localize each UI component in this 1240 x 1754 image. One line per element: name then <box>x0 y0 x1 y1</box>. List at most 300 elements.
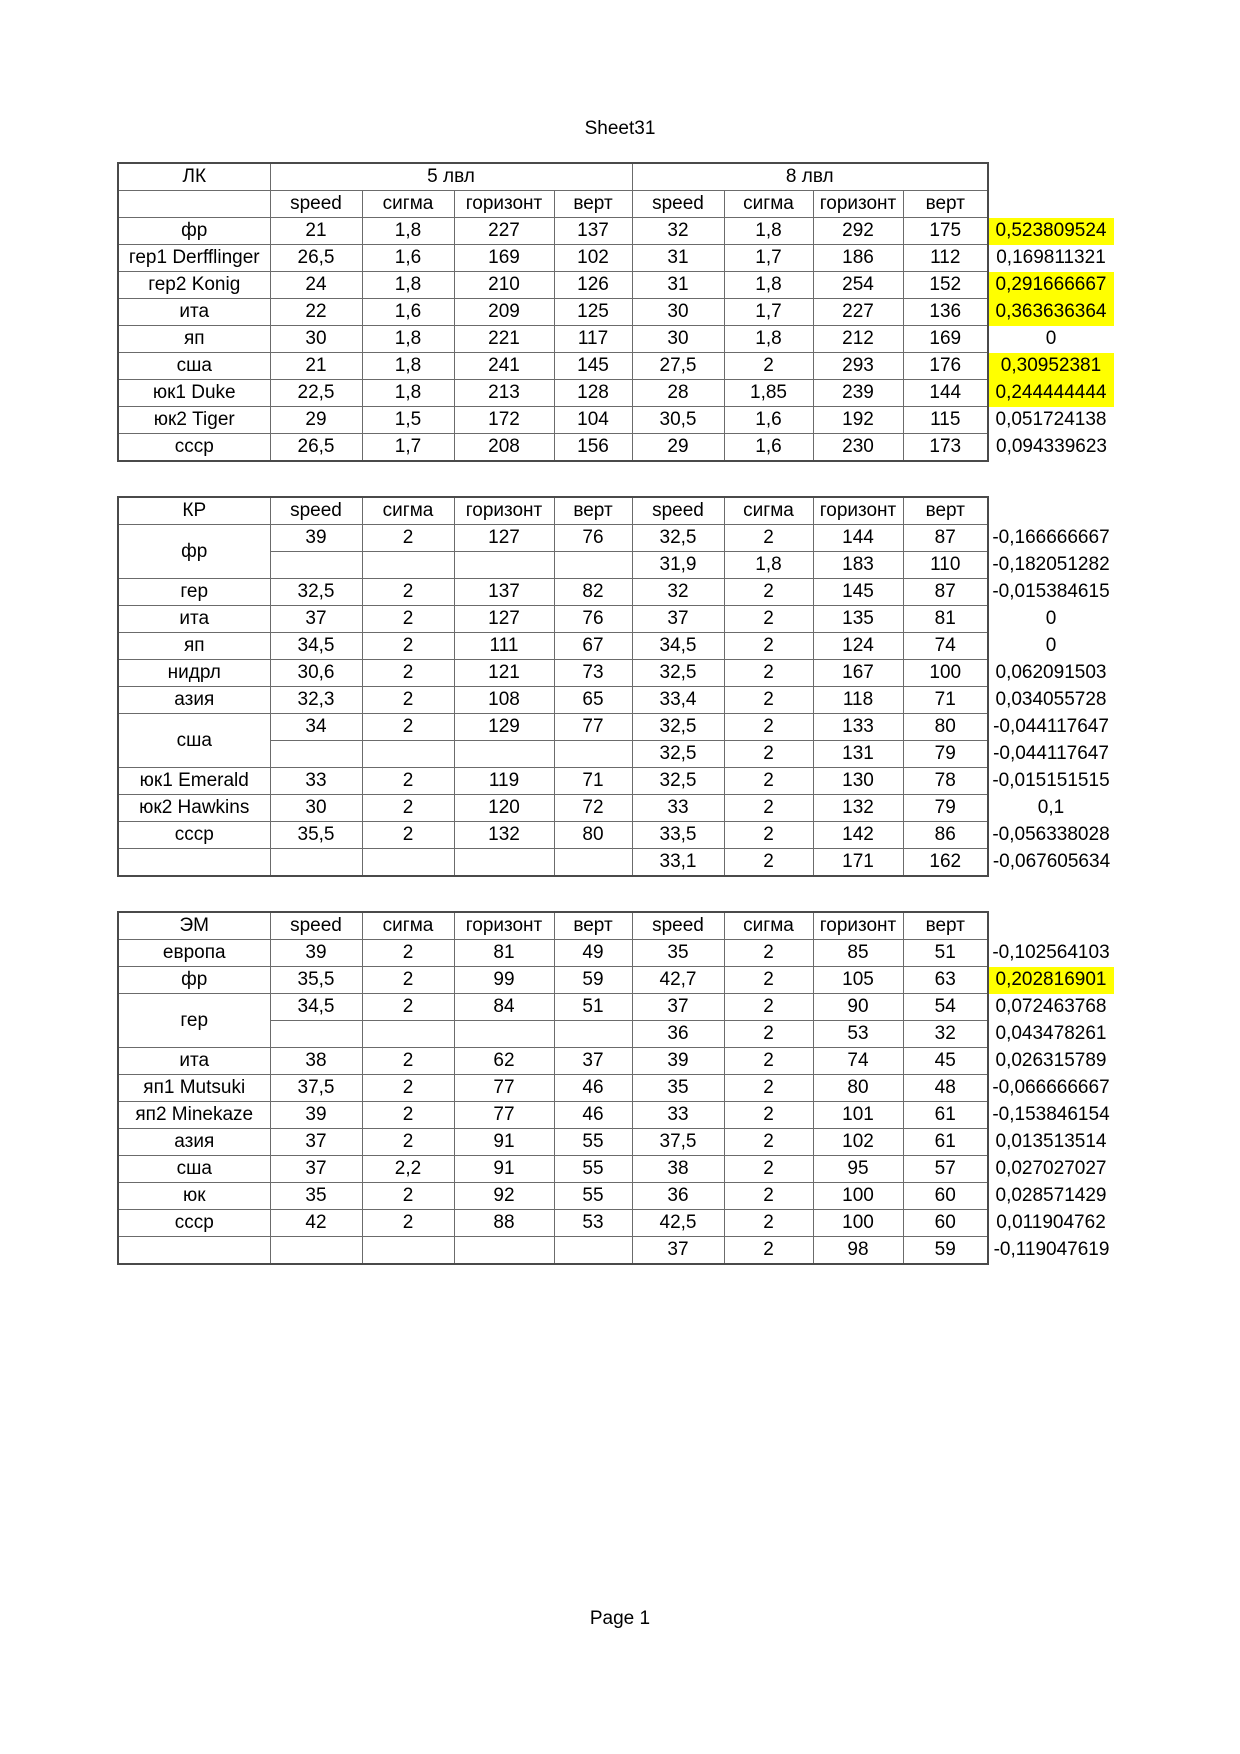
data-cell: 81 <box>903 606 988 633</box>
data-cell: 79 <box>903 795 988 822</box>
row-label: ссср <box>118 1210 270 1237</box>
data-cell: 2 <box>362 994 454 1021</box>
data-cell: 37 <box>554 1048 632 1075</box>
data-cell: 2 <box>724 633 813 660</box>
data-cell: 2 <box>724 606 813 633</box>
ratio-cell: 0,051724138 <box>995 409 1107 430</box>
row-label: азия <box>118 687 270 714</box>
col-header: сигма <box>724 912 813 940</box>
sheet-title: Sheet31 <box>584 118 656 139</box>
ratio-cell: 0,027027027 <box>995 1158 1107 1179</box>
table-em <box>117 911 1115 1265</box>
data-cell <box>362 552 454 579</box>
data-cell: 2 <box>724 660 813 687</box>
data-cell: 2 <box>362 660 454 687</box>
data-cell: 77 <box>454 1102 554 1129</box>
data-cell: 80 <box>813 1075 903 1102</box>
data-cell: 100 <box>903 660 988 687</box>
data-cell: 33,4 <box>632 687 724 714</box>
data-cell: 2 <box>724 768 813 795</box>
data-cell: 71 <box>554 768 632 795</box>
ratio-cell: 0,094339623 <box>996 436 1107 458</box>
data-cell: 125 <box>554 299 632 326</box>
data-cell: 30,6 <box>270 660 362 687</box>
data-cell: 2 <box>362 1048 454 1075</box>
col-header: speed <box>270 191 362 218</box>
data-cell: 32,5 <box>270 579 362 606</box>
col-header: сигма <box>362 497 454 525</box>
col-header: горизонт <box>454 912 554 940</box>
data-cell: 42,5 <box>632 1210 724 1237</box>
data-cell: 115 <box>903 407 988 434</box>
data-cell: 33 <box>270 768 362 795</box>
data-cell: 28 <box>632 380 724 407</box>
data-cell: 292 <box>813 218 903 245</box>
data-cell <box>270 1021 362 1048</box>
data-cell <box>454 849 554 877</box>
data-cell: 2 <box>724 525 813 552</box>
data-cell <box>554 552 632 579</box>
data-cell: 37 <box>632 994 724 1021</box>
data-cell: 99 <box>454 967 554 994</box>
data-cell: 1,8 <box>724 272 813 299</box>
ratio-cell: 0,026315789 <box>995 1050 1107 1071</box>
row-label: фр <box>118 525 270 579</box>
data-cell: 2,2 <box>362 1156 454 1183</box>
data-cell: 46 <box>554 1102 632 1129</box>
data-cell: 51 <box>554 994 632 1021</box>
data-cell: 100 <box>813 1210 903 1237</box>
data-cell: 34,5 <box>270 994 362 1021</box>
data-cell <box>270 849 362 877</box>
data-cell: 102 <box>813 1129 903 1156</box>
data-cell: 2 <box>724 967 813 994</box>
data-cell: 61 <box>903 1129 988 1156</box>
data-cell: 213 <box>454 380 554 407</box>
data-cell: 132 <box>454 822 554 849</box>
data-cell: 1,8 <box>724 552 813 579</box>
data-cell <box>270 741 362 768</box>
data-cell: 59 <box>554 967 632 994</box>
data-cell <box>554 1021 632 1048</box>
data-cell: 38 <box>270 1048 362 1075</box>
ratio-cell: -0,056338028 <box>992 824 1110 845</box>
ratio-cell: 0,244444444 <box>988 380 1114 407</box>
data-cell: 37,5 <box>270 1075 362 1102</box>
data-cell: 102 <box>554 245 632 272</box>
data-cell: 74 <box>813 1048 903 1075</box>
ratio-cell: 0,169811321 <box>996 247 1106 268</box>
data-cell: 169 <box>454 245 554 272</box>
row-label: фр <box>118 967 270 994</box>
col-header: горизонт <box>813 912 903 940</box>
data-cell: 33,1 <box>632 849 724 877</box>
data-cell: 2 <box>724 353 813 380</box>
ratio-cell: 0,013513514 <box>995 1131 1107 1152</box>
data-cell: 119 <box>454 768 554 795</box>
data-cell: 221 <box>454 326 554 353</box>
ratio-cell: -0,015384615 <box>992 581 1110 602</box>
data-cell: 36 <box>632 1021 724 1048</box>
data-cell: 2 <box>362 606 454 633</box>
data-cell: 1,6 <box>724 434 813 462</box>
data-cell: 212 <box>813 326 903 353</box>
data-cell: 46 <box>554 1075 632 1102</box>
data-cell <box>454 1237 554 1265</box>
ratio-cell <box>988 163 1114 191</box>
data-cell: 36 <box>632 1183 724 1210</box>
data-cell: 2 <box>724 822 813 849</box>
data-cell: 60 <box>903 1210 988 1237</box>
data-cell: 124 <box>813 633 903 660</box>
data-cell: 2 <box>724 1102 813 1129</box>
data-cell: 104 <box>554 407 632 434</box>
data-cell: 2 <box>362 940 454 967</box>
ratio-cell: 0,1 <box>1037 797 1065 818</box>
data-cell: 78 <box>903 768 988 795</box>
row-label: ита <box>118 606 270 633</box>
row-label: яп <box>118 326 270 353</box>
data-cell: 1,8 <box>362 353 454 380</box>
col-header: speed <box>632 191 724 218</box>
data-cell <box>454 552 554 579</box>
ratio-cell: -0,066666667 <box>992 1077 1110 1098</box>
data-cell: 2 <box>362 1129 454 1156</box>
data-cell: 1,5 <box>362 407 454 434</box>
row-label: гер1 Derfflinger <box>118 245 270 272</box>
ratio-cell: -0,166666667 <box>992 527 1110 548</box>
data-cell: 55 <box>554 1156 632 1183</box>
data-cell: 30 <box>632 326 724 353</box>
data-cell: 37 <box>270 1129 362 1156</box>
col-header: сигма <box>724 497 813 525</box>
row-label: юк1 Duke <box>118 380 270 407</box>
data-cell: 209 <box>454 299 554 326</box>
data-cell: 32,5 <box>632 525 724 552</box>
data-cell: 42 <box>270 1210 362 1237</box>
data-cell <box>270 552 362 579</box>
col-header: верт <box>554 191 632 218</box>
data-cell: 33 <box>632 795 724 822</box>
data-cell: 2 <box>362 687 454 714</box>
data-cell: 35 <box>632 940 724 967</box>
row-label: европа <box>118 940 270 967</box>
data-cell: 183 <box>813 552 903 579</box>
data-cell <box>554 741 632 768</box>
data-cell: 37 <box>270 606 362 633</box>
data-cell: 2 <box>724 1075 813 1102</box>
data-cell: 101 <box>813 1102 903 1129</box>
data-cell: 32 <box>903 1021 988 1048</box>
row-label: юк2 Tiger <box>118 407 270 434</box>
ratio-cell: 0,043478261 <box>995 1023 1107 1044</box>
data-cell: 24 <box>270 272 362 299</box>
data-cell: 35 <box>632 1075 724 1102</box>
data-cell: 29 <box>632 434 724 462</box>
data-cell: 45 <box>903 1048 988 1075</box>
data-cell: 2 <box>362 1210 454 1237</box>
data-cell: 84 <box>454 994 554 1021</box>
row-label: гер <box>118 994 270 1048</box>
data-cell: 1,8 <box>362 326 454 353</box>
data-cell: 137 <box>554 218 632 245</box>
data-cell: 37 <box>270 1156 362 1183</box>
col-header: горизонт <box>813 497 903 525</box>
data-cell: 175 <box>903 218 988 245</box>
ratio-cell: 0,072463768 <box>995 996 1107 1017</box>
ratio-cell: -0,067605634 <box>992 851 1111 873</box>
data-cell: 173 <box>903 434 988 462</box>
row-label <box>118 191 270 218</box>
data-cell <box>270 1237 362 1265</box>
data-cell: 32,5 <box>632 741 724 768</box>
data-cell: 230 <box>813 434 903 462</box>
data-cell: 1,8 <box>362 218 454 245</box>
row-label: ссср <box>118 822 270 849</box>
data-cell: 71 <box>903 687 988 714</box>
table-name: ЭМ <box>118 912 270 940</box>
data-cell: 35 <box>270 1183 362 1210</box>
ratio-cell: 0 <box>1045 635 1057 656</box>
data-cell: 127 <box>454 525 554 552</box>
data-cell: 126 <box>554 272 632 299</box>
data-cell: 80 <box>554 822 632 849</box>
ratio-cell: 0,291666667 <box>988 272 1114 299</box>
ratio-cell: -0,102564103 <box>992 942 1110 963</box>
data-cell: 192 <box>813 407 903 434</box>
ratio-cell: -0,182051282 <box>992 554 1110 575</box>
data-cell: 1,7 <box>724 299 813 326</box>
data-cell: 127 <box>454 606 554 633</box>
data-cell: 32 <box>632 218 724 245</box>
data-cell: 39 <box>270 1102 362 1129</box>
data-cell: 110 <box>903 552 988 579</box>
data-cell: 98 <box>813 1237 903 1265</box>
col-header: сигма <box>724 191 813 218</box>
data-cell: 53 <box>554 1210 632 1237</box>
ratio-cell: 0,202816901 <box>988 967 1114 994</box>
data-cell: 2 <box>362 768 454 795</box>
data-cell: 31 <box>632 272 724 299</box>
data-cell: 38 <box>632 1156 724 1183</box>
data-cell: 39 <box>632 1048 724 1075</box>
data-cell: 74 <box>903 633 988 660</box>
data-cell: 72 <box>554 795 632 822</box>
data-cell: 21 <box>270 353 362 380</box>
data-cell <box>362 1021 454 1048</box>
data-cell: 73 <box>554 660 632 687</box>
data-cell: 1,7 <box>724 245 813 272</box>
data-cell: 2 <box>724 1156 813 1183</box>
data-cell: 105 <box>813 967 903 994</box>
row-label: юк <box>118 1183 270 1210</box>
data-cell: 172 <box>454 407 554 434</box>
row-label: азия <box>118 1129 270 1156</box>
data-cell: 35,5 <box>270 967 362 994</box>
data-cell: 39 <box>270 525 362 552</box>
data-cell: 77 <box>554 714 632 741</box>
data-cell: 136 <box>903 299 988 326</box>
data-cell: 42,7 <box>632 967 724 994</box>
data-cell: 61 <box>903 1102 988 1129</box>
col-header: speed <box>270 912 362 940</box>
data-cell: 241 <box>454 353 554 380</box>
data-cell: 186 <box>813 245 903 272</box>
data-cell: 34 <box>270 714 362 741</box>
data-cell: 48 <box>903 1075 988 1102</box>
row-label: ита <box>118 1048 270 1075</box>
data-cell: 145 <box>813 579 903 606</box>
data-cell: 2 <box>724 714 813 741</box>
col-header: верт <box>903 191 988 218</box>
data-cell: 2 <box>724 1183 813 1210</box>
data-cell: 2 <box>362 579 454 606</box>
data-cell: 137 <box>454 579 554 606</box>
data-cell: 133 <box>813 714 903 741</box>
data-cell: 53 <box>813 1021 903 1048</box>
row-label: сша <box>118 714 270 768</box>
data-cell: 254 <box>813 272 903 299</box>
ratio-cell: 0,034055728 <box>995 689 1107 710</box>
ratio-cell: 0 <box>1045 328 1057 349</box>
data-cell: 128 <box>554 380 632 407</box>
data-cell: 85 <box>813 940 903 967</box>
data-cell <box>554 1237 632 1265</box>
data-cell <box>554 849 632 877</box>
data-cell: 76 <box>554 525 632 552</box>
col-header: speed <box>632 497 724 525</box>
row-label: юк2 Hawkins <box>118 795 270 822</box>
data-cell: 21 <box>270 218 362 245</box>
data-cell: 80 <box>903 714 988 741</box>
data-cell: 54 <box>903 994 988 1021</box>
col-header: speed <box>632 912 724 940</box>
data-cell: 34,5 <box>270 633 362 660</box>
data-cell: 76 <box>554 606 632 633</box>
data-cell <box>362 849 454 877</box>
data-cell <box>454 1021 554 1048</box>
data-cell: 51 <box>903 940 988 967</box>
data-cell: 33,5 <box>632 822 724 849</box>
data-cell: 87 <box>903 579 988 606</box>
data-cell: 156 <box>554 434 632 462</box>
data-cell: 1,8 <box>724 218 813 245</box>
data-cell: 30 <box>270 326 362 353</box>
data-cell: 90 <box>813 994 903 1021</box>
data-cell: 129 <box>454 714 554 741</box>
data-cell: 118 <box>813 687 903 714</box>
row-label: сша <box>118 1156 270 1183</box>
row-label: нидрл <box>118 660 270 687</box>
data-cell: 208 <box>454 434 554 462</box>
data-cell: 1,8 <box>362 272 454 299</box>
data-cell: 2 <box>362 714 454 741</box>
ratio-cell <box>988 497 1114 525</box>
data-cell: 63 <box>903 967 988 994</box>
col-header: горизонт <box>454 191 554 218</box>
data-cell: 30,5 <box>632 407 724 434</box>
ratio-cell <box>988 912 1114 940</box>
data-cell: 31 <box>632 245 724 272</box>
col-header: сигма <box>362 912 454 940</box>
data-cell: 131 <box>813 741 903 768</box>
data-cell: 92 <box>454 1183 554 1210</box>
data-cell: 32,5 <box>632 768 724 795</box>
data-cell <box>362 741 454 768</box>
data-cell: 152 <box>903 272 988 299</box>
ratio-cell: -0,044117647 <box>993 716 1109 737</box>
data-cell: 37 <box>632 606 724 633</box>
data-cell: 2 <box>724 1021 813 1048</box>
data-cell: 1,8 <box>362 380 454 407</box>
data-cell: 22 <box>270 299 362 326</box>
data-cell: 2 <box>724 795 813 822</box>
data-cell: 32,5 <box>632 660 724 687</box>
data-cell: 2 <box>724 741 813 768</box>
row-label: гер2 Konig <box>118 272 270 299</box>
data-cell: 2 <box>724 579 813 606</box>
ratio-cell: 0,028571429 <box>995 1185 1107 1206</box>
data-cell: 2 <box>724 687 813 714</box>
data-cell: 144 <box>813 525 903 552</box>
ratio-cell: 0,011904762 <box>996 1212 1106 1233</box>
data-cell: 2 <box>724 1129 813 1156</box>
row-label: яп <box>118 633 270 660</box>
data-cell: 144 <box>903 380 988 407</box>
data-cell: 176 <box>903 353 988 380</box>
table-name: КР <box>118 497 270 525</box>
data-cell: 55 <box>554 1183 632 1210</box>
data-cell: 117 <box>554 326 632 353</box>
level-header: 8 лвл <box>632 163 988 191</box>
data-cell: 227 <box>454 218 554 245</box>
data-cell: 227 <box>813 299 903 326</box>
level-header: 5 лвл <box>270 163 632 191</box>
data-cell: 210 <box>454 272 554 299</box>
data-cell: 33 <box>632 1102 724 1129</box>
data-cell: 108 <box>454 687 554 714</box>
data-cell: 81 <box>454 940 554 967</box>
data-cell: 2 <box>362 1183 454 1210</box>
data-cell: 77 <box>454 1075 554 1102</box>
data-cell: 132 <box>813 795 903 822</box>
data-cell: 2 <box>362 822 454 849</box>
data-cell: 2 <box>362 967 454 994</box>
col-header: верт <box>903 912 988 940</box>
data-cell: 57 <box>903 1156 988 1183</box>
col-header: верт <box>554 912 632 940</box>
data-cell: 2 <box>362 633 454 660</box>
ratio-cell: -0,153846154 <box>992 1104 1110 1125</box>
data-cell: 2 <box>724 1237 813 1265</box>
ratio-cell: 0,062091503 <box>995 662 1107 683</box>
row-label <box>118 849 270 877</box>
data-cell: 2 <box>362 1102 454 1129</box>
data-cell: 37 <box>632 1237 724 1265</box>
col-header: горизонт <box>813 191 903 218</box>
data-cell: 120 <box>454 795 554 822</box>
data-cell: 169 <box>903 326 988 353</box>
data-cell: 32,3 <box>270 687 362 714</box>
data-cell: 293 <box>813 353 903 380</box>
data-cell: 1,85 <box>724 380 813 407</box>
col-header: сигма <box>362 191 454 218</box>
data-cell: 112 <box>903 245 988 272</box>
data-cell: 82 <box>554 579 632 606</box>
data-cell: 1,7 <box>362 434 454 462</box>
data-cell: 1,6 <box>724 407 813 434</box>
table-kr <box>117 496 1115 877</box>
